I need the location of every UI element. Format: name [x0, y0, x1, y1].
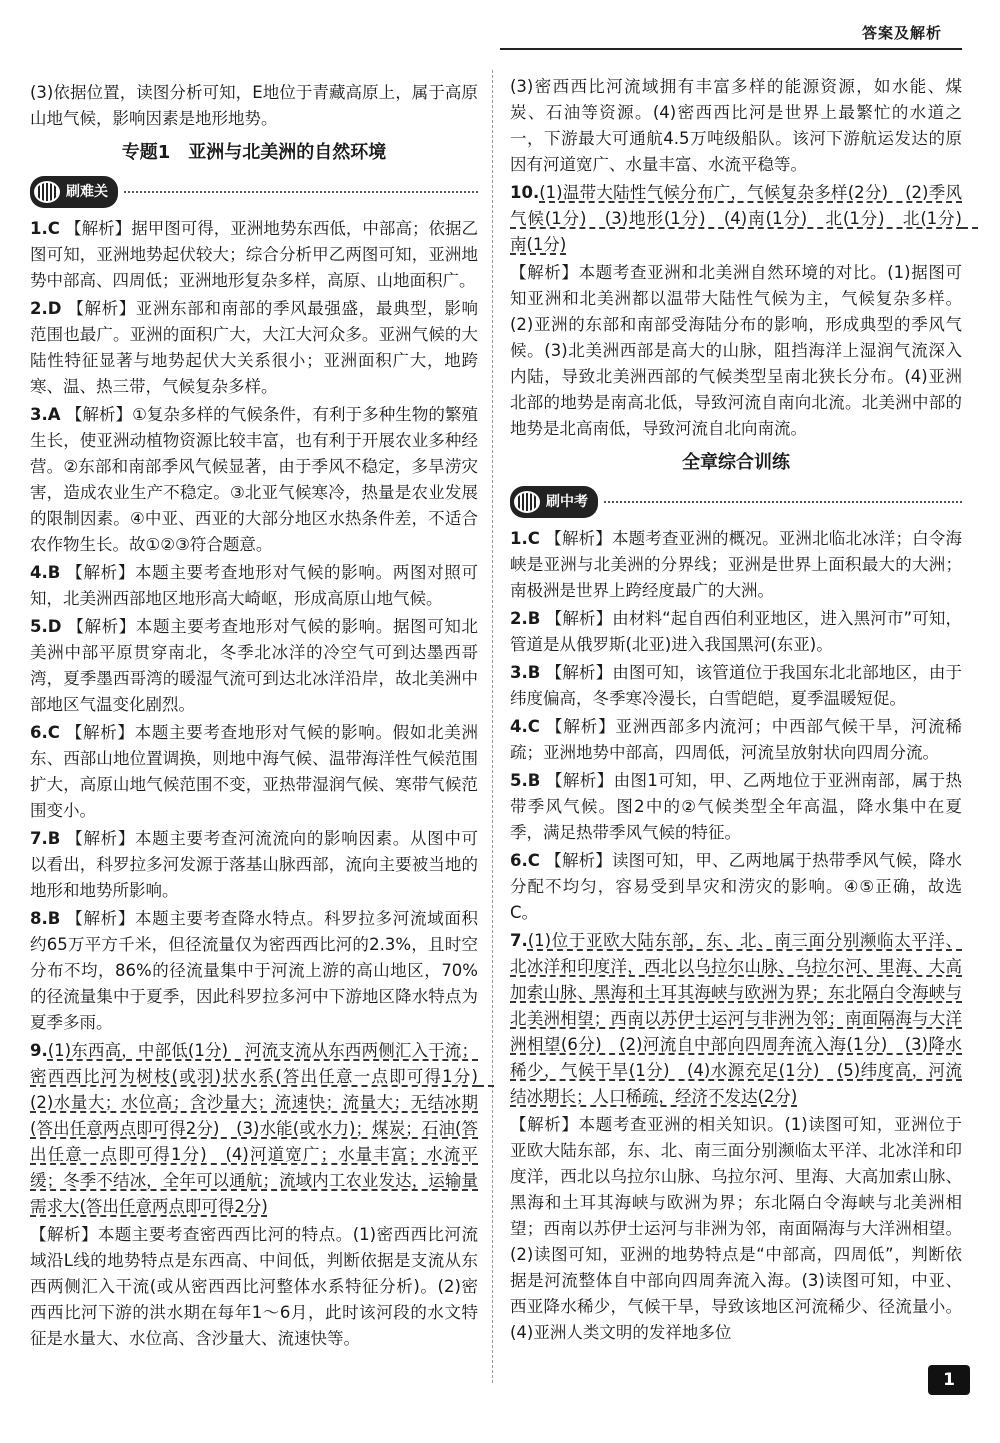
left-column — [30, 80, 495, 1354]
item-analysis: 【解析】本题考查亚洲的相关知识。(1)读图可知，亚洲位于亚欧大陆东部，东、北、南三面分别濒临太平洋、北冰洋和印度洋，西北以乌拉尔山脉、乌拉尔河、里海、大高加索山脉、黑海和土耳其海峡与欧洲为界；东北隔白令海峡与北美洲相望；西南以苏伊士运河与非洲为邻，南面隔海与大洋洲相望。(2)读图可知，亚洲的地势特点是“中部高，四周低”，判断依据是河流整体自中部向四周奔流入海。(3)读图可知，中亚、西亚降水稀少，气候干旱，导致该地区河流稀少、径流量小。(4)亚洲人类文明的发祥地多位 — [510, 1115, 962, 1342]
header-rule — [500, 48, 962, 50]
badge-label: 刷难关 — [66, 184, 108, 200]
item-number: 3.A — [30, 405, 61, 424]
badge — [510, 486, 598, 518]
item-text: 【解析】由材料“起自西伯利亚地区，进入黑河市”可知，管道是从俄罗斯(北亚)进入我国黑河(东亚)。 — [510, 609, 962, 654]
item-number: 6.C — [510, 851, 540, 870]
answer-item — [510, 526, 962, 604]
item-9-continued: (3)密西西比河流域拥有丰富多样的能源资源，如水能、煤炭、石油等资源。(4)密西西比河是世界上最繁忙的水道之一，下游最大可通航4.5万吨级船队。该河下游航运发达的原因有河道宽广、水量丰富、水流平稳等。 — [510, 77, 962, 174]
right-answer-list — [510, 526, 962, 926]
answer-item — [30, 720, 478, 824]
item-number: 2.D — [30, 299, 62, 318]
item-text: 【解析】本题主要考查地形对气候的影响。假如北美洲东、西部山地位置调换，则地中海气候、温带海洋性气候范围扩大，高原山地气候范围不变，亚热带湿润气候、寒带气候范围变小。 — [30, 723, 478, 820]
answer-item-10 — [510, 180, 979, 258]
item-number: 8.B — [30, 909, 61, 928]
answer-item — [510, 714, 962, 766]
item-number: 7.B — [30, 829, 61, 848]
item-text: 【解析】读图可知，甲、乙两地属于热带季风气候，降水分配不均匀，容易受到旱灾和涝灾的影响。④⑤正确，故选C。 — [510, 851, 962, 922]
item-number: 3.B — [510, 663, 541, 682]
left-answer-list — [30, 216, 478, 1036]
item-number: 9. — [30, 1041, 48, 1060]
section-title-2: 全章综合训练 — [682, 452, 790, 473]
item-number: 5.B — [510, 771, 541, 790]
answer-item — [30, 906, 478, 1036]
item-text: 【解析】据甲图可得，亚洲地势东西低，中部高；依据乙图可知，亚洲地势起伏较大；综合分析甲乙两图可知，亚洲地势中部高、四周低；亚洲地形复杂多样，高原、山地面积广。 — [30, 219, 478, 290]
answer-item — [30, 826, 478, 904]
header-label: 答案及解析 — [861, 24, 942, 42]
answer-item — [510, 848, 962, 926]
item-number: 4.C — [510, 717, 540, 736]
page-number: 1 — [928, 1365, 970, 1395]
item-number: 10. — [510, 183, 540, 202]
item-text: 【解析】亚洲西部多内流河；中西部气候干旱，河流稀疏；亚洲地势中部高，四周低，河流呈放射状向四周分流。 — [510, 717, 963, 762]
item-text: 【解析】①复杂多样的气候条件，有利于多种生物的繁殖生长，使亚洲动植物资源比较丰富，也有利于开展农业多种经营。②东部和南部季风气候显著，由于季风不稳定，多旱涝灾害，造成农业生产不稳定。③北亚气候寒冷，热量是农业发展的限制因素。④中亚、西亚的大部分地区水热条件差，不适合农作物生长。故①②③符合题意。 — [30, 405, 479, 554]
dotted-rule — [124, 191, 478, 193]
answer-item-9 — [30, 1038, 495, 1220]
answer-item — [30, 216, 478, 294]
intro-paragraph: (3)依据位置，读图分析可知，E地位于青藏高原上，属于高原山地气候，影响因素是地形地势。 — [30, 83, 478, 128]
answer-item — [30, 296, 478, 400]
right-column — [510, 74, 979, 1348]
item-text: 【解析】本题考查亚洲的概况。亚洲北临北冰洋；白令海峡是亚洲与北美洲的分界线；亚洲是世界上面积最大的大洲；南极洲是世界上跨经度最广的大洲。 — [510, 529, 962, 600]
answer-item — [30, 560, 478, 612]
item-number: 4.B — [30, 563, 61, 582]
item-text: 【解析】本题主要考查地形对气候的影响。两图对照可知，北美洲西部地区地形高大崎岖，形成高原山地气候。 — [30, 563, 479, 608]
book-icon — [514, 491, 540, 513]
item-analysis: 【解析】本题主要考查密西西比河的特点。(1)密西西比河流域沿L线的地势特点是东西高、中间低，判断依据是支流从东西两侧汇入干流(或从密西西比河整体水系特征分析)。(2)密西西比河下游的洪水期在每年1～6月，此时该河段的水文特征是水量大、水位高、含沙量大、流速快等。 — [30, 1225, 478, 1348]
item-number: 7. — [510, 931, 528, 950]
item-answer: (1)位于亚欧大陆东部，东、北、南三面分别濒临太平洋、北冰洋和印度洋，西北以乌拉尔山脉、乌拉尔河、里海、大高加索山脉、黑海和土耳其海峡与欧洲为界；东北隔白令海峡与北美洲相望；西南以苏伊士运河与非洲为邻；南面隔海与大洋洲相望(6分) (2)河流自中部向四周奔流入海(1分) (3)降水稀少，气候干旱(1分) (4)水源充足(1分) (5)纬度高，河流结冰期长；人口稀疏，经济不发达(2分) — [510, 931, 962, 1106]
item-text: 【解析】由图1可知，甲、乙两地位于亚洲南部，属于热带季风气候。图2中的②气候类型全年高温，降水集中在夏季，满足热带季风气候的特征。 — [510, 771, 963, 842]
answer-item — [30, 402, 478, 558]
item-text: 【解析】由图可知，该管道位于我国东北北部地区，由于纬度偏高，冬季寒冷漫长，白雪皑皑，夏季温暖短促。 — [510, 663, 962, 708]
dotted-rule — [604, 501, 962, 503]
badge — [30, 176, 118, 208]
badge-row-2 — [510, 486, 962, 518]
item-number: 5.D — [30, 617, 62, 636]
answer-item — [510, 606, 962, 658]
item-text: 【解析】本题主要考查降水特点。科罗拉多河流域面积约65万平方千米，但径流量仅为密西西比河的2.3%，且时空分布不均，86%的径流量集中于河流上游的高山地区，70%的径流量集中于夏季，因此科罗拉多河中下游地区降水特点为夏季多雨。 — [30, 909, 479, 1032]
item-number: 1.C — [30, 219, 60, 238]
badge-row-1 — [30, 176, 478, 208]
item-answer: (1)东西高，中部低(1分) 河流支流从东西两侧汇入干流；密西西比河为树枝(或羽)状水系(答出任意一点即可得1分) (2)水量大；水位高；含沙量大；流速快；流量大；无结冰期(答出任意两点即可得2分) (3)水能(或水力)；煤炭；石油(答出任意一点即可得1分) (4)河道宽广；水量丰富；水流平缓；冬季不结冰，全年可以通航；流域内工农业发达，运输量需求大(答出任意两点即可得2分) — [30, 1041, 495, 1216]
item-text: 【解析】本题主要考查地形对气候的影响。据图可知北美洲中部平原贯穿南北，冬季北冰洋的冷空气可到达墨西哥湾，夏季墨西哥湾的暖湿气流可到达北冰洋沿岸，故北美洲中部地区气温变化剧烈。 — [30, 617, 479, 714]
answer-item-7 — [510, 928, 962, 1110]
answer-item — [510, 768, 962, 846]
item-number: 6.C — [30, 723, 60, 742]
item-number: 2.B — [510, 609, 541, 628]
item-text: 【解析】本题主要考查河流流向的影响因素。从图中可以看出，科罗拉多河发源于落基山脉西部，流向主要被当地的地形和地势所影响。 — [30, 829, 479, 900]
item-answer: (1)温带大陆性气候分布广，气候复杂多样(2分) (2)季风气候(1分) (3)地形(1分) (4)南(1分) 北(1分) 北(1分) 南(1分) — [510, 183, 979, 254]
book-icon — [34, 181, 60, 203]
column-divider — [492, 70, 493, 1383]
item-text: 【解析】亚洲东部和南部的季风最强盛，最典型，影响范围也最广。亚洲的面积广大，大江大河众多。亚洲气候的大陆性特征显著与地势起伏大关系很小；亚洲面积广大，地跨寒、温、热三带，气候复杂多样。 — [30, 299, 479, 396]
answer-item — [30, 614, 478, 718]
section-title-1: 专题1 亚洲与北美洲的自然环境 — [121, 142, 387, 163]
item-analysis: 【解析】本题考查亚洲和北美洲自然环境的对比。(1)据图可知亚洲和北美洲都以温带大陆性气候为主，气候复杂多样。(2)亚洲的东部和南部受海陆分布的影响，形成典型的季风气候。(3)北美洲西部是高大的山脉，阻挡海洋上湿润气流深入内陆，导致北美洲西部的气候类型呈南北狭长分布。(4)亚洲北部的地势是南高北低，导致河流自南向北流。北美洲中部的地势是北高南低，导致河流自北向南流。 — [510, 263, 962, 438]
badge-label: 刷中考 — [546, 494, 588, 510]
answer-item — [510, 660, 962, 712]
item-number: 1.C — [510, 529, 540, 548]
